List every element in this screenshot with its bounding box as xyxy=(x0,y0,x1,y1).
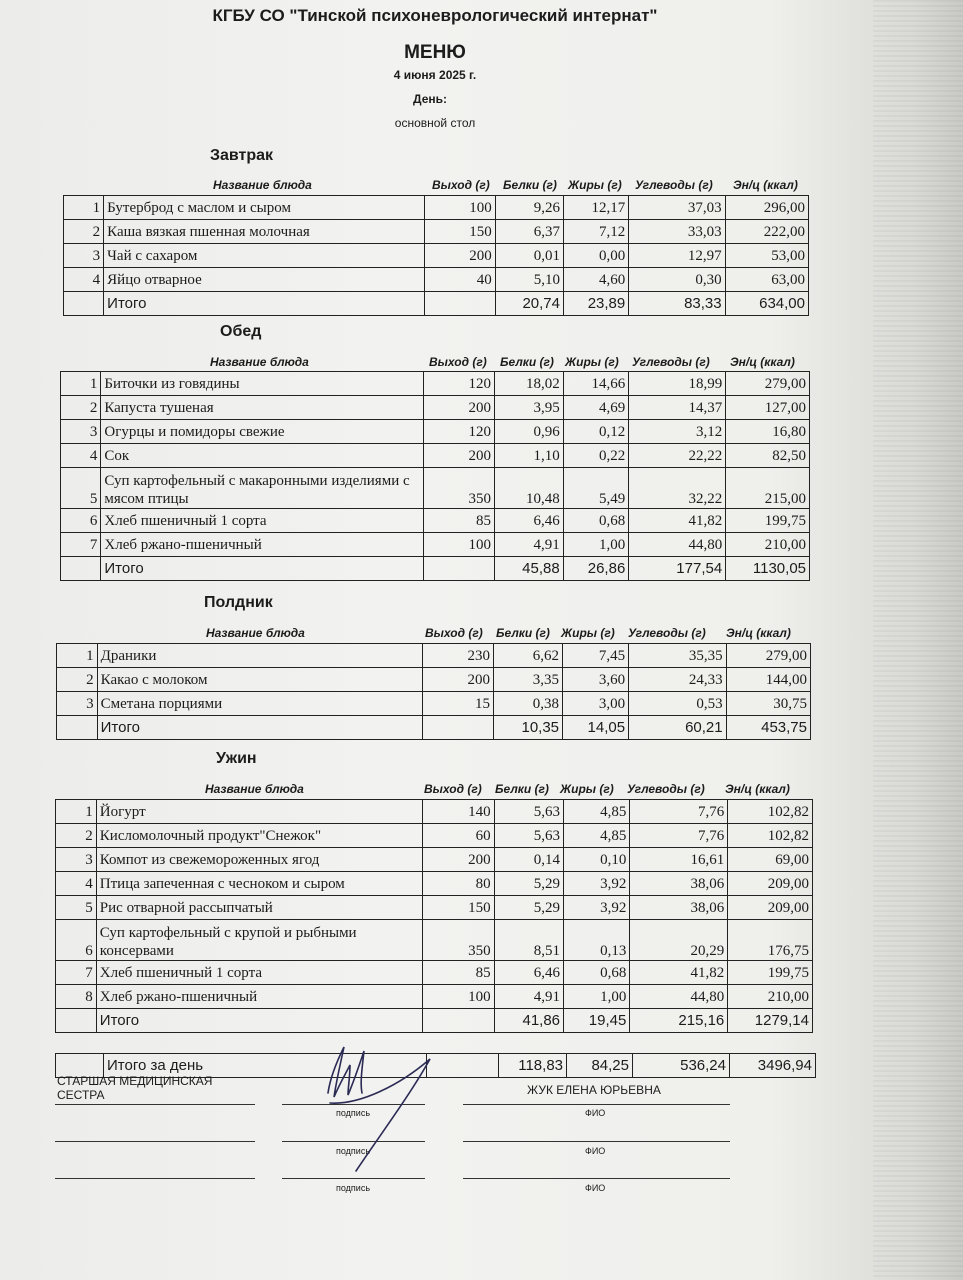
dish-name: Рис отварной рассыпчатый xyxy=(96,896,422,920)
total-carbs: 60,21 xyxy=(629,716,727,740)
table-row xyxy=(56,985,813,1009)
column-header-energy: Эн/ц (ккал) xyxy=(726,626,791,640)
row-number: 6 xyxy=(56,920,97,961)
column-header-name: Название блюда xyxy=(205,782,304,796)
row-number: 1 xyxy=(64,196,104,220)
dish-yield: 80 xyxy=(423,872,494,896)
dish-fat: 0,22 xyxy=(563,444,629,468)
dish-carbs: 24,33 xyxy=(629,668,727,692)
total-protein: 10,35 xyxy=(493,716,562,740)
total-protein: 41,86 xyxy=(494,1009,563,1033)
total-energy: 453,75 xyxy=(726,716,810,740)
total-row xyxy=(56,1009,813,1033)
dish-protein: 5,29 xyxy=(494,872,563,896)
table-row xyxy=(61,509,810,533)
table-row xyxy=(56,961,813,985)
row-number: 2 xyxy=(57,668,98,692)
dish-protein: 0,01 xyxy=(495,244,563,268)
position-line-2 xyxy=(55,1141,255,1142)
column-header-fat: Жиры (г) xyxy=(568,178,622,192)
dish-name: Огурцы и помидоры свежие xyxy=(101,420,424,444)
name-caption-2: ФИО xyxy=(585,1146,606,1156)
dish-energy: 53,00 xyxy=(725,244,808,268)
dish-carbs: 7,76 xyxy=(630,824,728,848)
total-empty xyxy=(61,557,101,581)
dish-carbs: 41,82 xyxy=(630,961,728,985)
table-row xyxy=(61,396,810,420)
total-fat: 23,89 xyxy=(563,292,628,316)
meal-table xyxy=(60,371,810,581)
dish-energy: 209,00 xyxy=(728,872,813,896)
name-line-3 xyxy=(463,1178,730,1179)
dish-name: Сметана порциями xyxy=(97,692,422,716)
dish-protein: 0,38 xyxy=(493,692,562,716)
dish-carbs: 44,80 xyxy=(629,533,726,557)
column-header-protein: Белки (г) xyxy=(500,355,554,369)
dish-name: Хлеб пшеничный 1 сорта xyxy=(101,509,424,533)
dish-carbs: 18,99 xyxy=(629,372,726,396)
row-number: 3 xyxy=(56,848,97,872)
name-caption-3: ФИО xyxy=(585,1183,606,1193)
table-row xyxy=(57,668,811,692)
dish-protein: 6,46 xyxy=(495,509,564,533)
scan-edge-shadow xyxy=(873,0,963,1280)
dish-energy: 127,00 xyxy=(726,396,810,420)
dish-yield: 200 xyxy=(424,396,495,420)
dish-energy: 215,00 xyxy=(726,468,810,509)
dish-name: Капуста тушеная xyxy=(101,396,424,420)
dish-carbs: 38,06 xyxy=(630,896,728,920)
row-number: 7 xyxy=(61,533,101,557)
dish-yield: 200 xyxy=(423,848,494,872)
dish-yield: 15 xyxy=(422,692,493,716)
dish-energy: 30,75 xyxy=(726,692,810,716)
total-fat: 19,45 xyxy=(564,1009,630,1033)
dish-name: Суп картофельный с макаронными изделиями с мясом птицы xyxy=(101,468,424,509)
dish-energy: 296,00 xyxy=(725,196,808,220)
dish-fat: 14,66 xyxy=(563,372,629,396)
dish-fat: 4,85 xyxy=(564,800,630,824)
total-label: Итого xyxy=(101,557,424,581)
dish-fat: 0,12 xyxy=(563,420,629,444)
meal-title: Обед xyxy=(220,323,262,340)
dish-fat: 3,00 xyxy=(563,692,629,716)
row-number: 3 xyxy=(57,692,98,716)
position-line-3 xyxy=(55,1178,255,1179)
dish-name: Птица запеченная с чесноком и сыром xyxy=(96,872,422,896)
dish-yield: 100 xyxy=(425,196,495,220)
dish-energy: 102,82 xyxy=(728,800,813,824)
table-row xyxy=(56,872,813,896)
dish-fat: 7,12 xyxy=(563,220,628,244)
column-header-carbs: Углеводы (г) xyxy=(628,626,706,640)
dish-name: Чай с сахаром xyxy=(104,244,425,268)
dish-name: Хлеб пшеничный 1 сорта xyxy=(96,961,422,985)
dish-fat: 0,68 xyxy=(564,961,630,985)
dish-energy: 16,80 xyxy=(726,420,810,444)
day-total-protein: 118,83 xyxy=(499,1054,567,1078)
dish-name: Компот из свежемороженных ягод xyxy=(96,848,422,872)
dish-protein: 0,14 xyxy=(494,848,563,872)
name-line-2 xyxy=(463,1141,730,1142)
dish-fat: 0,13 xyxy=(564,920,630,961)
total-empty xyxy=(64,292,104,316)
dish-yield: 85 xyxy=(423,961,494,985)
total-yield xyxy=(422,716,493,740)
dish-fat: 1,00 xyxy=(563,533,629,557)
table-row xyxy=(61,372,810,396)
dish-yield: 150 xyxy=(425,220,495,244)
signer-name: ЖУК ЕЛЕНА ЮРЬЕВНА xyxy=(527,1083,661,1097)
dish-protein: 6,46 xyxy=(494,961,563,985)
dish-energy: 63,00 xyxy=(725,268,808,292)
dish-fat: 0,10 xyxy=(564,848,630,872)
dish-yield: 40 xyxy=(425,268,495,292)
row-number: 5 xyxy=(61,468,101,509)
signature-caption-1: подпись xyxy=(336,1108,371,1118)
dish-protein: 18,02 xyxy=(495,372,564,396)
row-number: 4 xyxy=(56,872,97,896)
dish-energy: 176,75 xyxy=(728,920,813,961)
menu-title: МЕНЮ xyxy=(404,42,466,63)
column-header-name: Название блюда xyxy=(210,355,309,369)
row-number: 2 xyxy=(56,824,97,848)
dish-carbs: 37,03 xyxy=(629,196,725,220)
dish-energy: 209,00 xyxy=(728,896,813,920)
column-header-name: Название блюда xyxy=(213,178,312,192)
dish-carbs: 0,30 xyxy=(629,268,725,292)
dish-name: Бутерброд с маслом и сыром xyxy=(104,196,425,220)
dish-energy: 144,00 xyxy=(726,668,810,692)
row-number: 3 xyxy=(64,244,104,268)
total-label: Итого xyxy=(97,716,422,740)
row-number: 4 xyxy=(64,268,104,292)
dish-yield: 230 xyxy=(422,644,493,668)
dish-protein: 4,91 xyxy=(495,533,564,557)
row-number: 8 xyxy=(56,985,97,1009)
position-title: СТАРШАЯ МЕДИЦИНСКАЯ СЕСТРА xyxy=(57,1074,213,1102)
dish-yield: 60 xyxy=(423,824,494,848)
total-energy: 1279,14 xyxy=(728,1009,813,1033)
dish-carbs: 0,53 xyxy=(629,692,727,716)
total-row xyxy=(61,557,810,581)
dish-protein: 8,51 xyxy=(494,920,563,961)
dish-energy: 82,50 xyxy=(726,444,810,468)
dish-fat: 4,69 xyxy=(563,396,629,420)
dish-name: Хлеб ржано-пшеничный xyxy=(101,533,424,557)
dish-yield: 140 xyxy=(423,800,494,824)
day-total-energy: 3496,94 xyxy=(730,1054,816,1078)
handwritten-signature xyxy=(310,1035,440,1175)
signature-caption-2: подпись xyxy=(336,1146,371,1156)
dish-protein: 6,62 xyxy=(493,644,562,668)
column-header-yield: Выход (г) xyxy=(424,782,482,796)
meal-table xyxy=(63,195,809,316)
signature-line-3 xyxy=(282,1178,425,1179)
dish-yield: 200 xyxy=(425,244,495,268)
signature-caption-3: подпись xyxy=(336,1183,371,1193)
dish-fat: 0,68 xyxy=(563,509,629,533)
table-row xyxy=(56,800,813,824)
dish-protein: 5,29 xyxy=(494,896,563,920)
dish-protein: 9,26 xyxy=(495,196,563,220)
dish-carbs: 35,35 xyxy=(629,644,727,668)
total-carbs: 215,16 xyxy=(630,1009,728,1033)
table-row xyxy=(61,444,810,468)
column-header-fat: Жиры (г) xyxy=(560,782,614,796)
row-number: 1 xyxy=(56,800,97,824)
row-number: 4 xyxy=(61,444,101,468)
row-number: 2 xyxy=(64,220,104,244)
dish-energy: 199,75 xyxy=(728,961,813,985)
meal-table xyxy=(55,799,813,1033)
column-header-yield: Выход (г) xyxy=(429,355,487,369)
column-header-yield: Выход (г) xyxy=(432,178,490,192)
dish-carbs: 3,12 xyxy=(629,420,726,444)
table-row xyxy=(57,644,811,668)
dish-carbs: 44,80 xyxy=(630,985,728,1009)
position-line-1 xyxy=(55,1104,255,1105)
column-header-energy: Эн/ц (ккал) xyxy=(733,178,798,192)
total-energy: 1130,05 xyxy=(726,557,810,581)
dish-energy: 102,82 xyxy=(728,824,813,848)
total-yield xyxy=(425,292,495,316)
column-header-fat: Жиры (г) xyxy=(565,355,619,369)
dish-protein: 5,10 xyxy=(495,268,563,292)
meal-title: Полдник xyxy=(204,594,273,611)
name-line-1 xyxy=(463,1104,730,1105)
dish-energy: 279,00 xyxy=(726,372,810,396)
dish-name: Каша вязкая пшенная молочная xyxy=(104,220,425,244)
dish-yield: 350 xyxy=(423,920,494,961)
dish-fat: 3,92 xyxy=(564,896,630,920)
dish-protein: 5,63 xyxy=(494,800,563,824)
dish-protein: 5,63 xyxy=(494,824,563,848)
dish-carbs: 41,82 xyxy=(629,509,726,533)
dish-yield: 85 xyxy=(424,509,495,533)
dish-name: Яйцо отварное xyxy=(104,268,425,292)
dish-fat: 4,60 xyxy=(563,268,628,292)
row-number: 5 xyxy=(56,896,97,920)
row-number: 2 xyxy=(61,396,101,420)
total-protein: 20,74 xyxy=(495,292,563,316)
total-yield xyxy=(424,557,495,581)
row-number: 3 xyxy=(61,420,101,444)
dish-name: Драники xyxy=(97,644,422,668)
dish-name: Какао с молоком xyxy=(97,668,422,692)
column-header-carbs: Углеводы (г) xyxy=(635,178,713,192)
column-header-protein: Белки (г) xyxy=(503,178,557,192)
total-label: Итого xyxy=(96,1009,422,1033)
total-empty xyxy=(57,716,98,740)
dish-name: Сок xyxy=(101,444,424,468)
name-caption-1: ФИО xyxy=(585,1108,606,1118)
dish-yield: 120 xyxy=(424,420,495,444)
dish-energy: 199,75 xyxy=(726,509,810,533)
row-number: 1 xyxy=(57,644,98,668)
total-row xyxy=(64,292,809,316)
table-row xyxy=(64,244,809,268)
total-label: Итого xyxy=(104,292,425,316)
organization-title: КГБУ СО "Тинской психоневрологический интернат" xyxy=(212,6,658,25)
total-energy: 634,00 xyxy=(725,292,808,316)
dish-name: Хлеб ржано-пшеничный xyxy=(96,985,422,1009)
row-number: 7 xyxy=(56,961,97,985)
day-label: День: xyxy=(413,92,447,106)
dish-name: Биточки из говядины xyxy=(101,372,424,396)
dish-fat: 3,60 xyxy=(563,668,629,692)
dish-fat: 7,45 xyxy=(563,644,629,668)
column-header-protein: Белки (г) xyxy=(495,782,549,796)
day-total-carbs: 536,24 xyxy=(633,1054,730,1078)
total-fat: 26,86 xyxy=(563,557,629,581)
table-row xyxy=(61,468,810,509)
dish-yield: 200 xyxy=(424,444,495,468)
dish-yield: 350 xyxy=(424,468,495,509)
dish-fat: 1,00 xyxy=(564,985,630,1009)
dish-fat: 12,17 xyxy=(563,196,628,220)
dish-energy: 210,00 xyxy=(726,533,810,557)
meal-table xyxy=(56,643,811,740)
dish-fat: 4,85 xyxy=(564,824,630,848)
dish-energy: 279,00 xyxy=(726,644,810,668)
dish-name: Суп картофельный с крупой и рыбными консервами xyxy=(96,920,422,961)
table-row xyxy=(56,896,813,920)
table-type: основной стол xyxy=(394,116,476,130)
column-header-protein: Белки (г) xyxy=(496,626,550,640)
column-header-carbs: Углеводы (г) xyxy=(632,355,710,369)
dish-carbs: 14,37 xyxy=(629,396,726,420)
row-number: 6 xyxy=(61,509,101,533)
table-row xyxy=(64,268,809,292)
table-row xyxy=(61,420,810,444)
dish-carbs: 16,61 xyxy=(630,848,728,872)
dish-carbs: 20,29 xyxy=(630,920,728,961)
dish-protein: 6,37 xyxy=(495,220,563,244)
total-protein: 45,88 xyxy=(495,557,564,581)
column-header-fat: Жиры (г) xyxy=(561,626,615,640)
dish-carbs: 32,22 xyxy=(629,468,726,509)
table-row xyxy=(56,848,813,872)
table-row xyxy=(61,533,810,557)
dish-yield: 200 xyxy=(422,668,493,692)
dish-protein: 0,96 xyxy=(495,420,564,444)
dish-energy: 210,00 xyxy=(728,985,813,1009)
table-row xyxy=(64,220,809,244)
dish-fat: 5,49 xyxy=(563,468,629,509)
total-carbs: 83,33 xyxy=(629,292,725,316)
dish-protein: 1,10 xyxy=(495,444,564,468)
table-row xyxy=(56,824,813,848)
day-total-fat: 84,25 xyxy=(567,1054,633,1078)
total-fat: 14,05 xyxy=(563,716,629,740)
menu-date: 4 июня 2025 г. xyxy=(393,68,477,82)
dish-yield: 150 xyxy=(423,896,494,920)
dish-fat: 3,92 xyxy=(564,872,630,896)
dish-yield: 100 xyxy=(423,985,494,1009)
column-header-yield: Выход (г) xyxy=(425,626,483,640)
total-yield xyxy=(423,1009,494,1033)
dish-yield: 120 xyxy=(424,372,495,396)
dish-carbs: 12,97 xyxy=(629,244,725,268)
dish-protein: 4,91 xyxy=(494,985,563,1009)
column-header-carbs: Углеводы (г) xyxy=(627,782,705,796)
meal-title: Ужин xyxy=(216,750,257,767)
dish-yield: 100 xyxy=(424,533,495,557)
dish-energy: 69,00 xyxy=(728,848,813,872)
column-header-energy: Эн/ц (ккал) xyxy=(730,355,795,369)
table-row xyxy=(64,196,809,220)
dish-energy: 222,00 xyxy=(725,220,808,244)
total-empty xyxy=(56,1009,97,1033)
total-row xyxy=(57,716,811,740)
dish-carbs: 7,76 xyxy=(630,800,728,824)
dish-name: Кисломолочный продукт"Снежок" xyxy=(96,824,422,848)
column-header-name: Название блюда xyxy=(206,626,305,640)
dish-fat: 0,00 xyxy=(563,244,628,268)
dish-name: Йогурт xyxy=(96,800,422,824)
meal-title: Завтрак xyxy=(210,147,274,164)
dish-protein: 3,95 xyxy=(495,396,564,420)
day-total-label: Итого за день xyxy=(104,1054,427,1078)
row-number: 1 xyxy=(61,372,101,396)
dish-carbs: 38,06 xyxy=(630,872,728,896)
total-carbs: 177,54 xyxy=(629,557,726,581)
table-row xyxy=(56,920,813,961)
dish-protein: 10,48 xyxy=(495,468,564,509)
dish-carbs: 33,03 xyxy=(629,220,725,244)
column-header-energy: Эн/ц (ккал) xyxy=(725,782,790,796)
dish-protein: 3,35 xyxy=(493,668,562,692)
table-row xyxy=(57,692,811,716)
dish-carbs: 22,22 xyxy=(629,444,726,468)
